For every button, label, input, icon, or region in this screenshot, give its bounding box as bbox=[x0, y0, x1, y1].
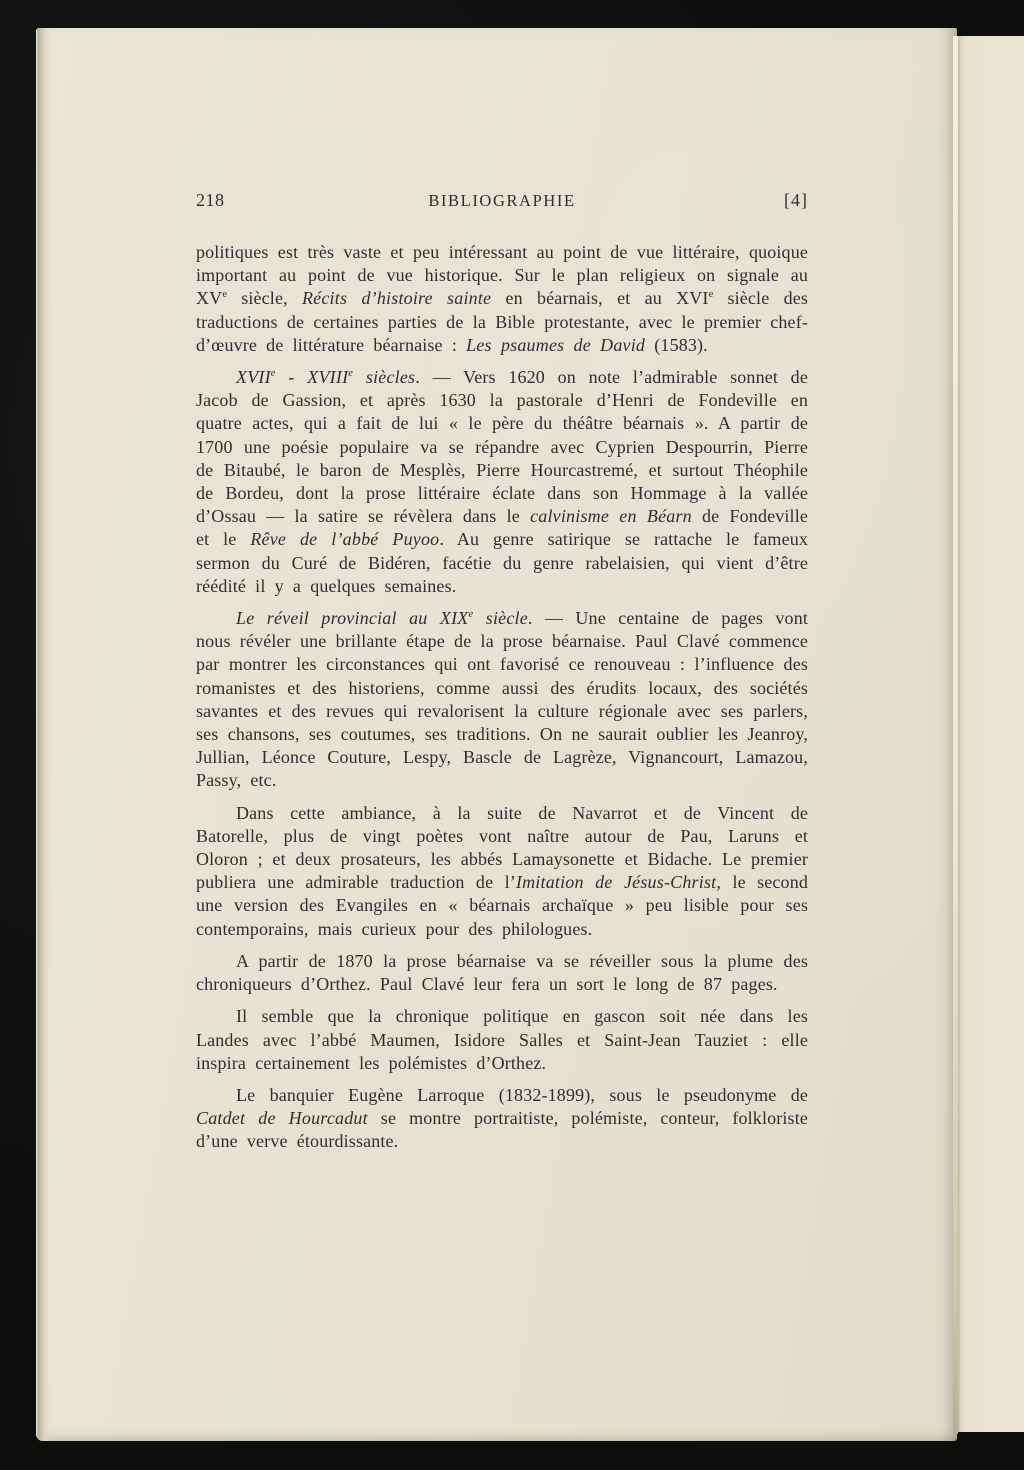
text-segment: Il semble que la chronique politique en gascon soit née dans les Landes avec l’abbé Maumen, Isidore Salles et Saint-Jean Tauziet : elle inspira certainement les polémistes d’Orthez. bbox=[196, 1006, 808, 1073]
paragraph bbox=[196, 366, 808, 598]
ordinal-superscript: e bbox=[708, 289, 714, 301]
text-segment: en béarnais, et au XVI bbox=[491, 288, 709, 309]
text-segment: siècle des traductions de certaines parties de la Bible protestante, avec le premier chef-d’œuvre de littérature béarnaise : bbox=[196, 288, 809, 355]
text-segment-italic: siècles bbox=[353, 367, 416, 388]
text-segment-italic: Les psaumes de David bbox=[466, 334, 646, 355]
page-number: 218 bbox=[196, 190, 225, 210]
text-segment: . — Une centaine de pages vont nous révéler une brillante étape de la prose béarnaise. Paul Clavé commence par montrer les circonstances qui ont favorisé ce renouveau : l’influence des romanistes et des historiens, comme aussi des érudits locaux, des sociétés savantes et des revues qui revalorisent la culture régionale avec ses parlers, ses chansons, ses coutumes, ses traditions. On ne saurait oublier les Jeanroy, Jullian, Léonce Couture, Lespy, Bascle de Lagrèze, Vignancourt, Lamazou, Passy, etc. bbox=[196, 608, 809, 791]
text-segment-italic-sup: e bbox=[270, 368, 276, 380]
text-segment: Le banquier Eugène Larroque (1832-1899), sous le pseudonyme de bbox=[236, 1084, 808, 1105]
text-segment-italic: Imitation de Jésus-Christ, bbox=[515, 872, 722, 893]
text-segment-italic: siècle bbox=[473, 608, 528, 629]
text-segment: A partir de 1870 la prose béarnaise va se réveiller sous la plume des chroniqueurs d’Orthez. Paul Clavé leur fera un sort le long de 87 pages. bbox=[196, 950, 808, 995]
page-crease bbox=[953, 36, 958, 1434]
paragraph bbox=[196, 241, 808, 357]
text-segment-italic-sup: e bbox=[468, 609, 474, 621]
text-segment: . — Vers 1620 on note l’admirable sonnet de Jacob de Gassion, et après 1630 la pastorale d’Henri de Fondeville en quatre actes, qui a fait de lui « le père du théâtre béarnais ». A partir de 1700 une poésie populaire va se répandre avec Cyprien Despourrin, Pierre de Bitaubé, le baron de Mesplès, Pierre Hourcastremé, et surtout Théophile de Bordeu, dont la prose littéraire éclate dans son Hommage à la vallée d’Ossau — la satire se révèlera dans le bbox=[196, 367, 808, 527]
text-segment-italic: Rêve de l’abbé Puyoo bbox=[250, 529, 440, 550]
text-segment: Dans cette ambiance, à la suite de Navarrot et de Vincent de Batorelle, plus de vingt poètes vont naître autour de Pau, Laruns et Oloron ; et deux prosateurs, les abbés Lamaysonette et Bidache. Le premier publiera une admirable traduction de l’ bbox=[196, 802, 808, 893]
paragraph bbox=[196, 607, 808, 793]
text-segment: . Au genre satirique se rattache le fameux sermon du Curé de Bidéren, facétie du genre rabelaisien, qui vient d’être réédité il y a quelques semaines. bbox=[196, 529, 809, 596]
text-segment-italic: calvinisme en Béarn bbox=[530, 506, 692, 527]
text-segment: de Fondeville et le bbox=[196, 506, 808, 550]
paragraph bbox=[196, 1084, 808, 1154]
paragraph bbox=[196, 802, 808, 941]
paragraph bbox=[196, 950, 808, 996]
facing-page-edge bbox=[956, 36, 1024, 1432]
text-segment: siècle, bbox=[226, 288, 302, 309]
book-page bbox=[36, 28, 957, 1441]
text-segment-italic: Le réveil provincial au XIX bbox=[236, 608, 469, 629]
text-segment: le second une version des Evangiles en « béarnais archaïque » peu lisible pour ses contemporains, mais curieux pour des philologues. bbox=[196, 872, 808, 939]
text-segment-italic: - XVIII bbox=[275, 367, 349, 388]
running-title: BIBLIOGRAPHIE bbox=[428, 191, 576, 210]
page-body-text bbox=[196, 241, 808, 1163]
text-segment: se montre portraitiste, polémiste, conteur, folkloriste d’une verve étourdissante. bbox=[196, 1108, 808, 1152]
paragraph bbox=[196, 1005, 808, 1075]
text-segment: (1583). bbox=[645, 334, 708, 355]
text-segment-italic: XVII bbox=[236, 367, 271, 388]
text-segment-italic-sup: e bbox=[348, 368, 354, 380]
text-segment: politiques est très vaste et peu intéressant au point de vue littéraire, quoique important au point de vue historique. Sur le plan religieux on signale au XV bbox=[196, 242, 808, 309]
issue-reference: [4] bbox=[784, 190, 808, 210]
text-segment-italic: Catdet de Hourcadut bbox=[196, 1108, 368, 1129]
text-segment-italic: Récits d’histoire sainte bbox=[301, 288, 492, 309]
ordinal-superscript: e bbox=[222, 289, 227, 301]
running-head bbox=[196, 190, 808, 216]
